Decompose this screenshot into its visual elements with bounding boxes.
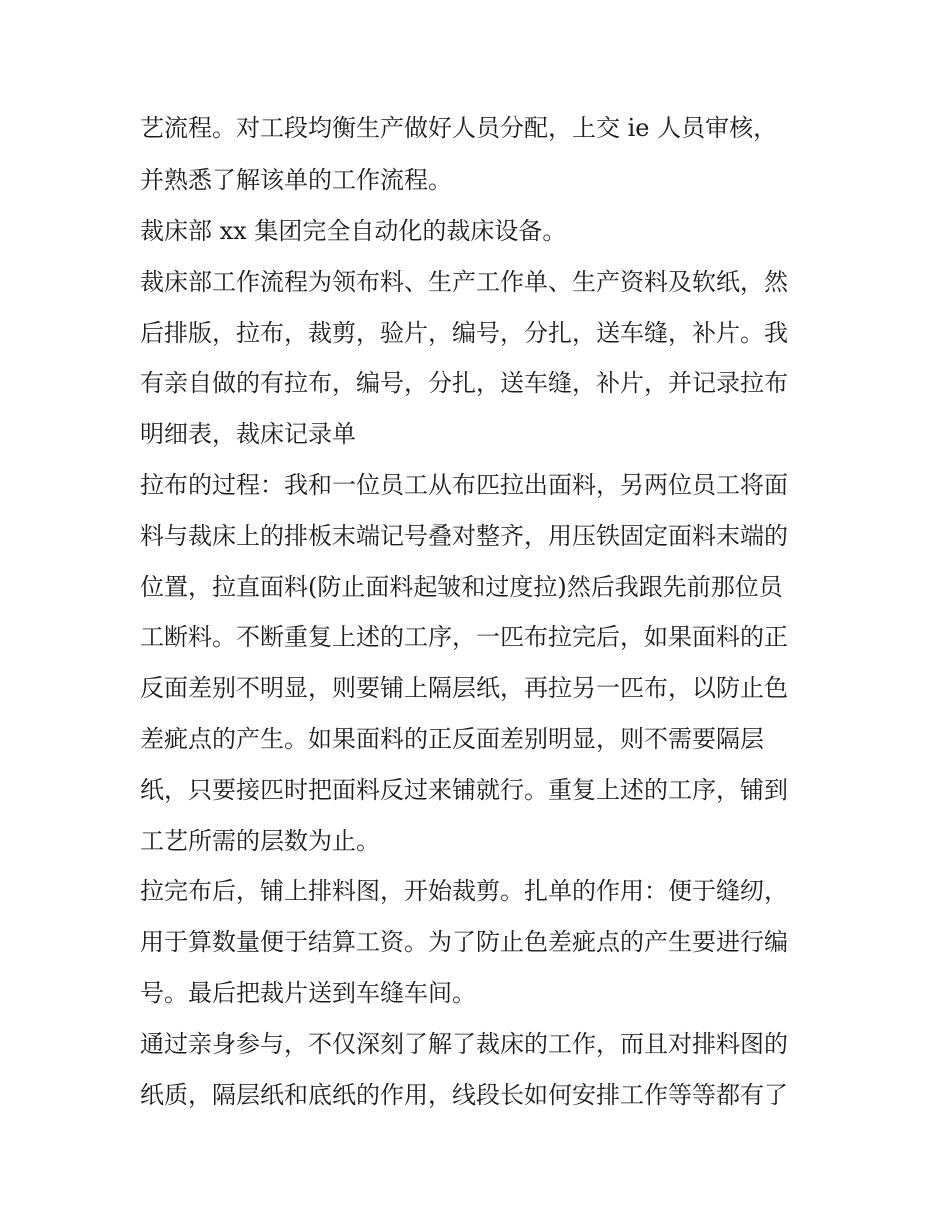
text-line: 拉布的过程：我和一位员工从布匹拉出面料，另两位员工将面 (140, 471, 788, 499)
text-line: 工艺所需的层数为止。 (140, 827, 380, 855)
text-line: 后排版，拉布，裁剪，验片，编号，分扎，送车缝，补片。我 (140, 319, 788, 347)
text-line: 明细表，裁床记录单 (140, 420, 356, 448)
text-line: 工断料。不断重复上述的工序，一匹布拉完后，如果面料的正 (140, 623, 788, 651)
text-line: 纸，只要接匹时把面料反过来铺就行。重复上述的工序，铺到 (140, 776, 788, 804)
text-line: 裁床部 xx 集团完全自动化的裁床设备。 (140, 217, 567, 245)
text-line: 差疵点的产生。如果面料的正反面差别明显，则不需要隔层 (140, 725, 764, 753)
text-line: 艺流程。对工段均衡生产做好人员分配，上交 ie 人员审核， (140, 114, 778, 142)
text-line: 通过亲身参与，不仅深刻了解了裁床的工作，而且对排料图的 (140, 1030, 788, 1058)
text-line: 用于算数量便于结算工资。为了防止色差疵点的产生要进行编 (140, 928, 788, 956)
text-line: 拉完布后，铺上排料图，开始裁剪。扎单的作用：便于缝纫， (140, 877, 788, 905)
text-line: 反面差别不明显，则要铺上隔层纸，再拉另一匹布，以防止色 (140, 674, 788, 702)
text-line: 并熟悉了解该单的工作流程。 (140, 166, 452, 194)
text-line: 纸质，隔层纸和底纸的作用，线段长如何安排工作等等都有了 (140, 1081, 788, 1109)
text-line: 号。最后把裁片送到车缝车间。 (140, 979, 476, 1007)
text-line: 有亲自做的有拉布，编号，分扎，送车缝，补片，并记录拉布 (140, 369, 788, 397)
text-line: 位置，拉直面料(防止面料起皱和过度拉)然后我跟先前那位员 (140, 573, 783, 601)
text-line: 裁床部工作流程为领布料、生产工作单、生产资料及软纸，然 (140, 268, 788, 296)
text-line: 料与裁床上的排板末端记号叠对整齐，用压铁固定面料末端的 (140, 522, 788, 550)
